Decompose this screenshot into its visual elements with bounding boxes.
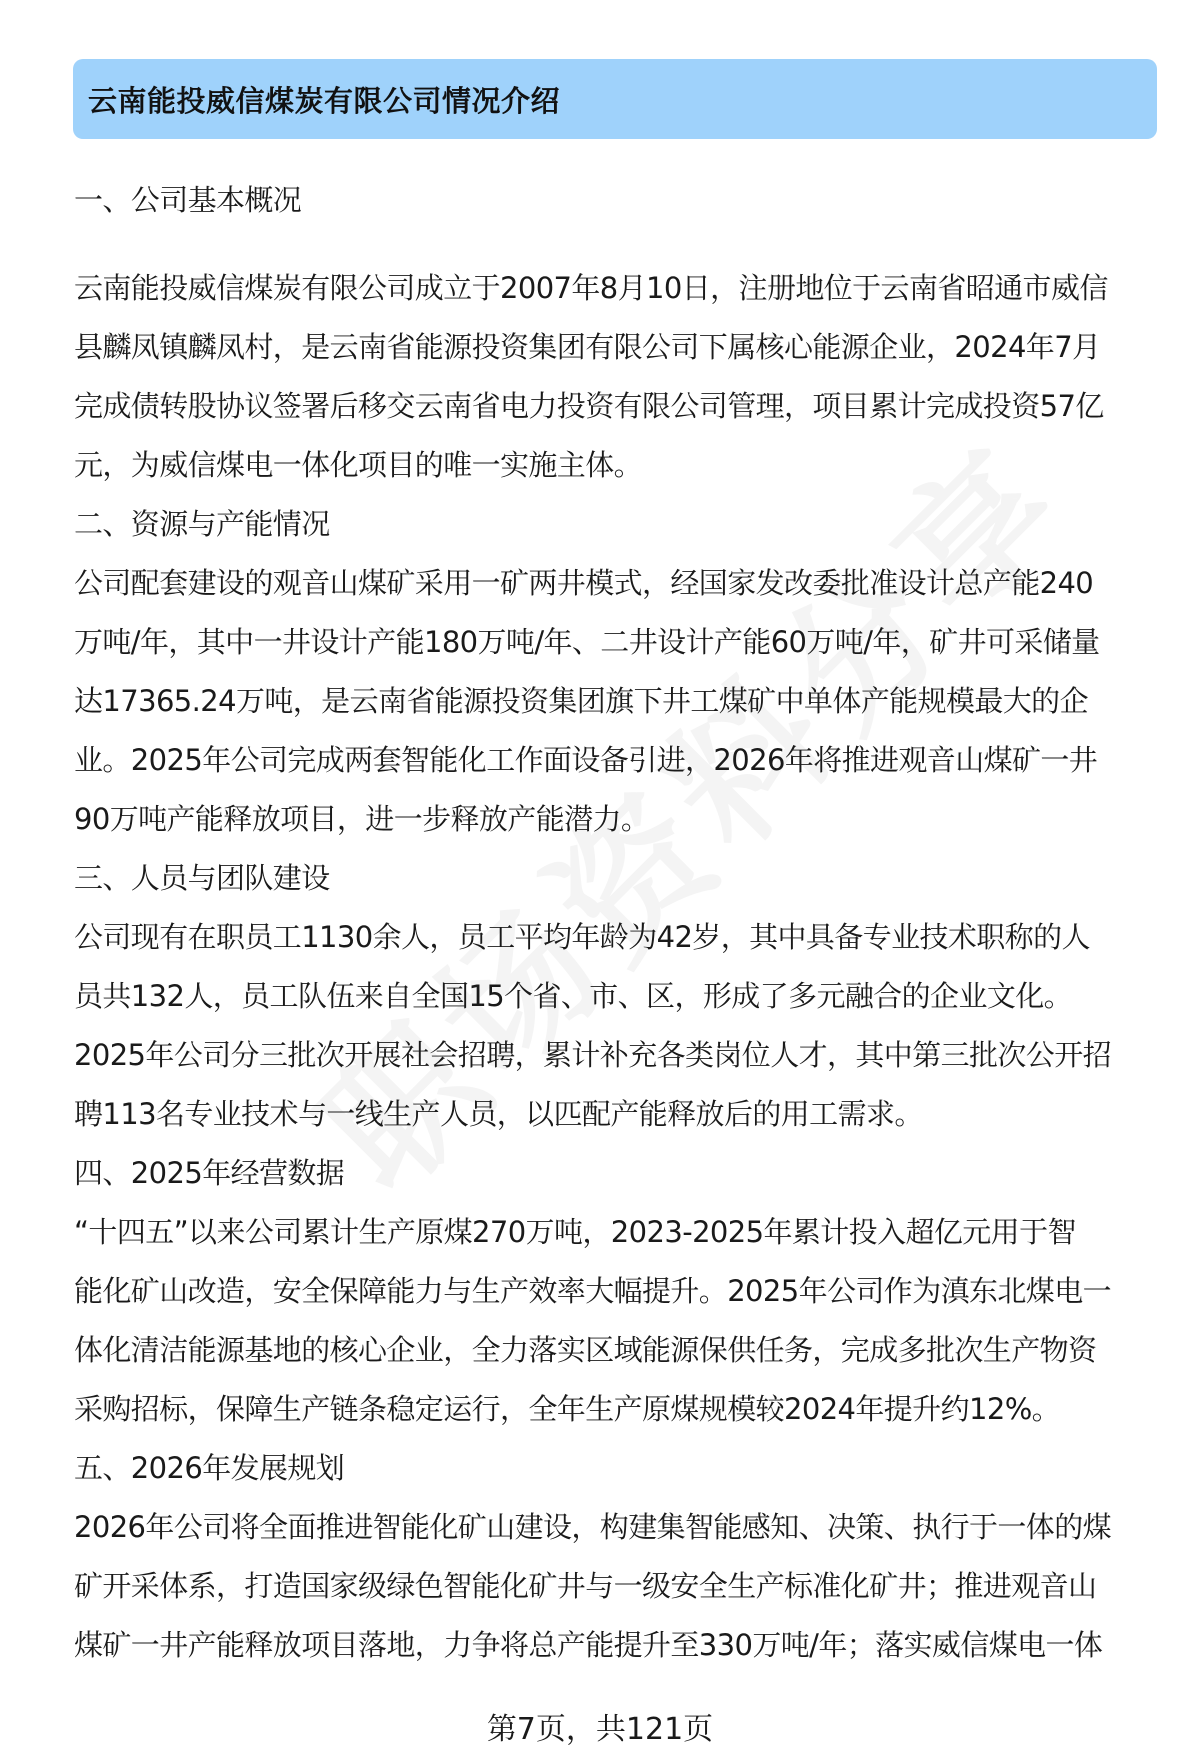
- paragraph-line: 聘113名专业技术与一线生产人员，以匹配产能释放后的用工需求。: [74, 1097, 923, 1131]
- paragraph-line: 云南能投威信煤炭有限公司成立于2007年8月10日，注册地位于云南省昭通市威信: [74, 271, 1108, 305]
- paragraph-line: “十四五”以来公司累计生产原煤270万吨，2023-2025年累计投入超亿元用于智: [74, 1215, 1076, 1249]
- paragraph-line: 矿开采体系，打造国家级绿色智能化矿井与一级安全生产标准化矿井；推进观音山: [74, 1569, 1097, 1603]
- paragraph-line: 公司现有在职员工1130余人，员工平均年龄为42岁，其中具备专业技术职称的人: [74, 920, 1090, 954]
- title-banner: [73, 59, 1157, 139]
- document-title: 云南能投威信煤炭有限公司情况介绍: [88, 83, 561, 118]
- paragraph-line: 万吨/年，其中一井设计产能180万吨/年、二井设计产能60万吨/年，矿井可采储量: [74, 625, 1100, 659]
- paragraph-line: 公司配套建设的观音山煤矿采用一矿两井模式，经国家发改委批准设计总产能240: [74, 566, 1094, 600]
- paragraph-line: 体化清洁能源基地的核心企业，全力落实区域能源保供任务，完成多批次生产物资: [74, 1333, 1097, 1367]
- section-heading: 二、资源与产能情况: [74, 507, 330, 541]
- paragraph-line: 完成债转股协议签署后移交云南省电力投资有限公司管理，项目累计完成投资57亿: [74, 389, 1104, 423]
- paragraph-line: 员共132人，员工队伍来自全国15个省、市、区，形成了多元融合的企业文化。: [74, 979, 1073, 1013]
- section-heading: 一、公司基本概况: [74, 183, 302, 217]
- section-heading: 三、人员与团队建设: [74, 861, 330, 895]
- paragraph-line: 县麟凤镇麟凤村，是云南省能源投资集团有限公司下属核心能源企业，2024年7月: [74, 330, 1101, 364]
- paragraph-line: 2025年公司分三批次开展社会招聘，累计补充各类岗位人才，其中第三批次公开招: [74, 1038, 1112, 1072]
- paragraph-line: 能化矿山改造，安全保障能力与生产效率大幅提升。2025年公司作为滇东北煤电一: [74, 1274, 1112, 1308]
- paragraph-line: 采购招标，保障生产链条稳定运行，全年生产原煤规模较2024年提升约12%。: [74, 1392, 1061, 1426]
- section-heading: 五、2026年发展规划: [74, 1451, 345, 1485]
- paragraph-line: 业。2025年公司完成两套智能化工作面设备引进，2026年将推进观音山煤矿一井: [74, 743, 1098, 777]
- paragraph-line: 元，为威信煤电一体化项目的唯一实施主体。: [74, 448, 643, 482]
- paragraph-line: 煤矿一井产能释放项目落地，力争将总产能提升至330万吨/年；落实威信煤电一体: [74, 1628, 1103, 1662]
- section-heading: 四、2025年经营数据: [74, 1156, 345, 1190]
- paragraph-line: 2026年公司将全面推进智能化矿山建设，构建集智能感知、决策、执行于一体的煤: [74, 1510, 1112, 1544]
- paragraph-line: 90万吨产能释放项目，进一步释放产能潜力。: [74, 802, 650, 836]
- paragraph-line: 达17365.24万吨，是云南省能源投资集团旗下井工煤矿中单体产能规模最大的企: [74, 684, 1088, 718]
- page-number-footer: 第7页，共121页: [486, 1712, 714, 1747]
